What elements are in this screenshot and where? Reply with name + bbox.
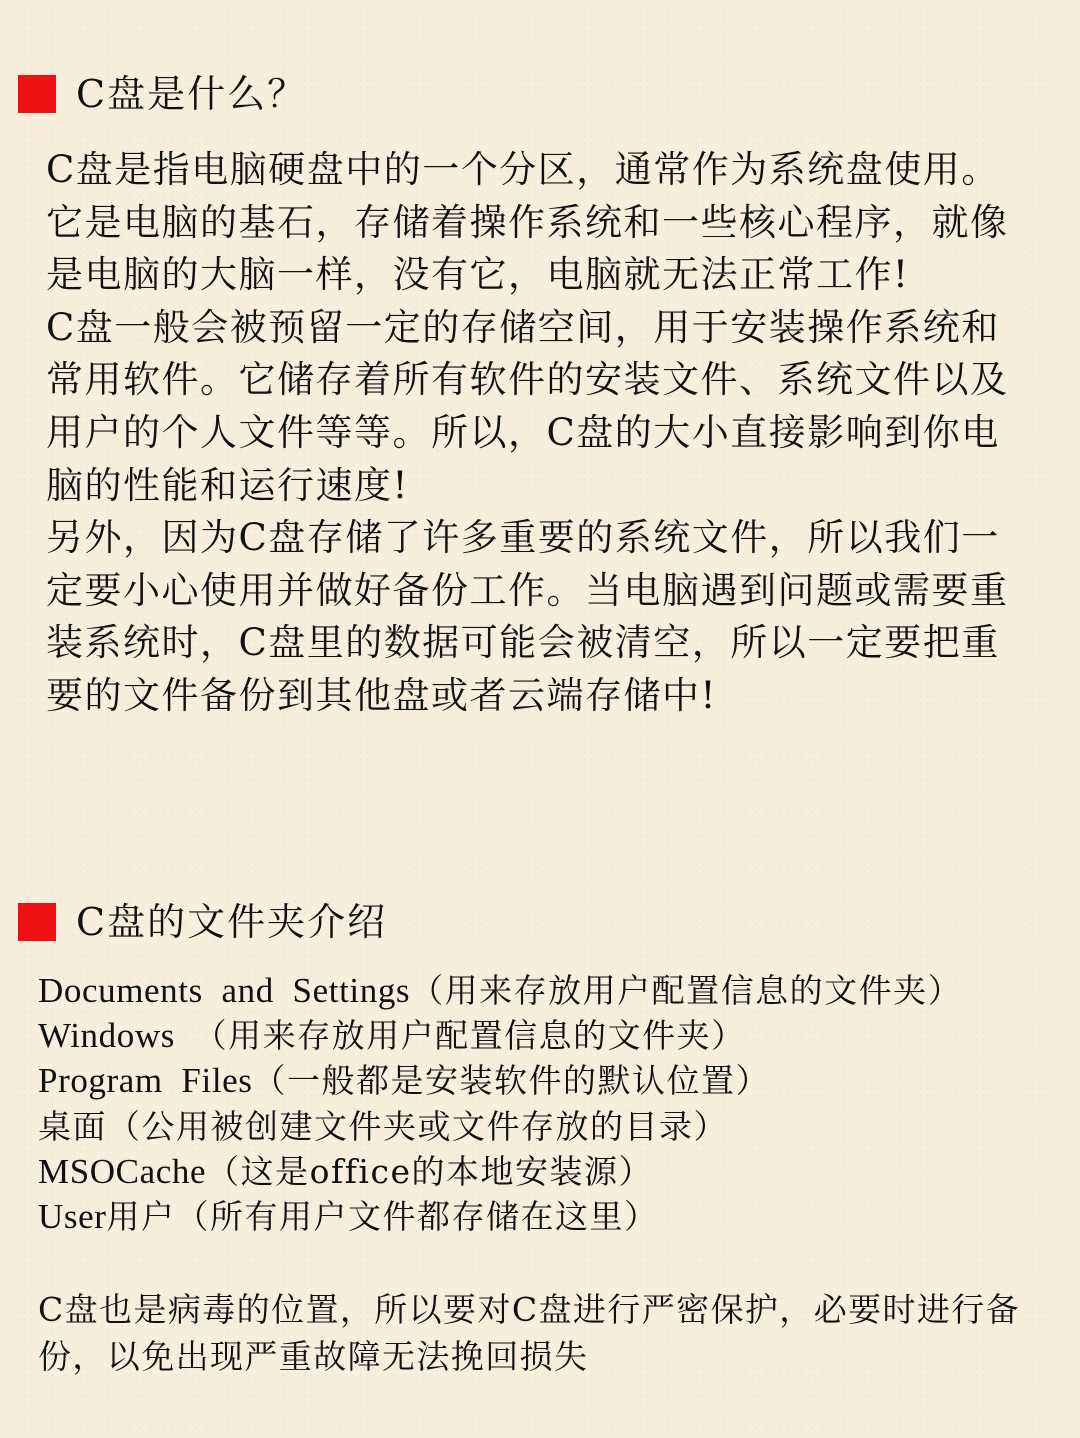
- folder-description: （用来存放用户配置信息的文件夹）: [193, 1016, 746, 1056]
- folder-name: Windows: [38, 1016, 194, 1056]
- list-item: [38, 968, 1068, 1013]
- folder-name: MSOCache: [38, 1151, 207, 1191]
- closing-note: C盘也是病毒的位置，所以要对C盘进行严密保护，必要时进行备份，以免出现严重故障无法挽回损失: [38, 1290, 1021, 1376]
- section-title: C盘的文件夹介绍: [76, 900, 388, 944]
- folder-description: （用来存放用户配置信息的文件夹）: [410, 971, 963, 1010]
- list-item: [38, 1149, 1068, 1194]
- list-item: [38, 1104, 1068, 1149]
- section-heading-what-is-c-drive: [18, 72, 308, 116]
- folder-list: [38, 968, 1068, 1239]
- list-item: [38, 1013, 1068, 1058]
- intro-text-block: [46, 144, 1021, 723]
- folder-description: 用户（所有用户文件都存储在这里）: [106, 1197, 659, 1237]
- folder-name: Documents and Settings: [38, 971, 411, 1010]
- section-heading-folder-intro: [18, 900, 388, 944]
- red-square-bullet-icon: [18, 903, 56, 941]
- list-item: [38, 1058, 1068, 1103]
- paragraph: C盘一般会被预留一定的存储空间，用于安装操作系统和常用软件。它储存着所有软件的安装文件、系统文件以及用户的个人文件等等。所以，C盘的大小直接影响到你电脑的性能和运行速度!: [46, 305, 1009, 507]
- red-square-bullet-icon: [18, 75, 56, 113]
- paragraph: 另外，因为C盘存储了许多重要的系统文件，所以我们一定要小心使用并做好备份工作。当电脑遇到问题或需要重装系统时，C盘里的数据可能会被清空，所以一定要把重要的文件备份到其他盘或者云端存储中!: [46, 516, 1009, 717]
- folder-description: （一般都是安装软件的默认位置）: [252, 1061, 771, 1101]
- paragraph: C盘是指电脑硬盘中的一个分区，通常作为系统盘使用。它是电脑的基石，存储着操作系统和一些核心程序，就像是电脑的大脑一样，没有它，电脑就无法正常工作!: [46, 148, 1009, 297]
- list-item: [38, 1194, 1068, 1239]
- folder-name: User: [38, 1197, 107, 1237]
- folder-description: 桌面（公用被创建文件夹或文件存放的目录）: [38, 1106, 728, 1146]
- section-title: C盘是什么？: [76, 72, 308, 116]
- folder-name: Program Files: [38, 1061, 253, 1101]
- folder-description: （这是office的本地安装源）: [206, 1151, 653, 1191]
